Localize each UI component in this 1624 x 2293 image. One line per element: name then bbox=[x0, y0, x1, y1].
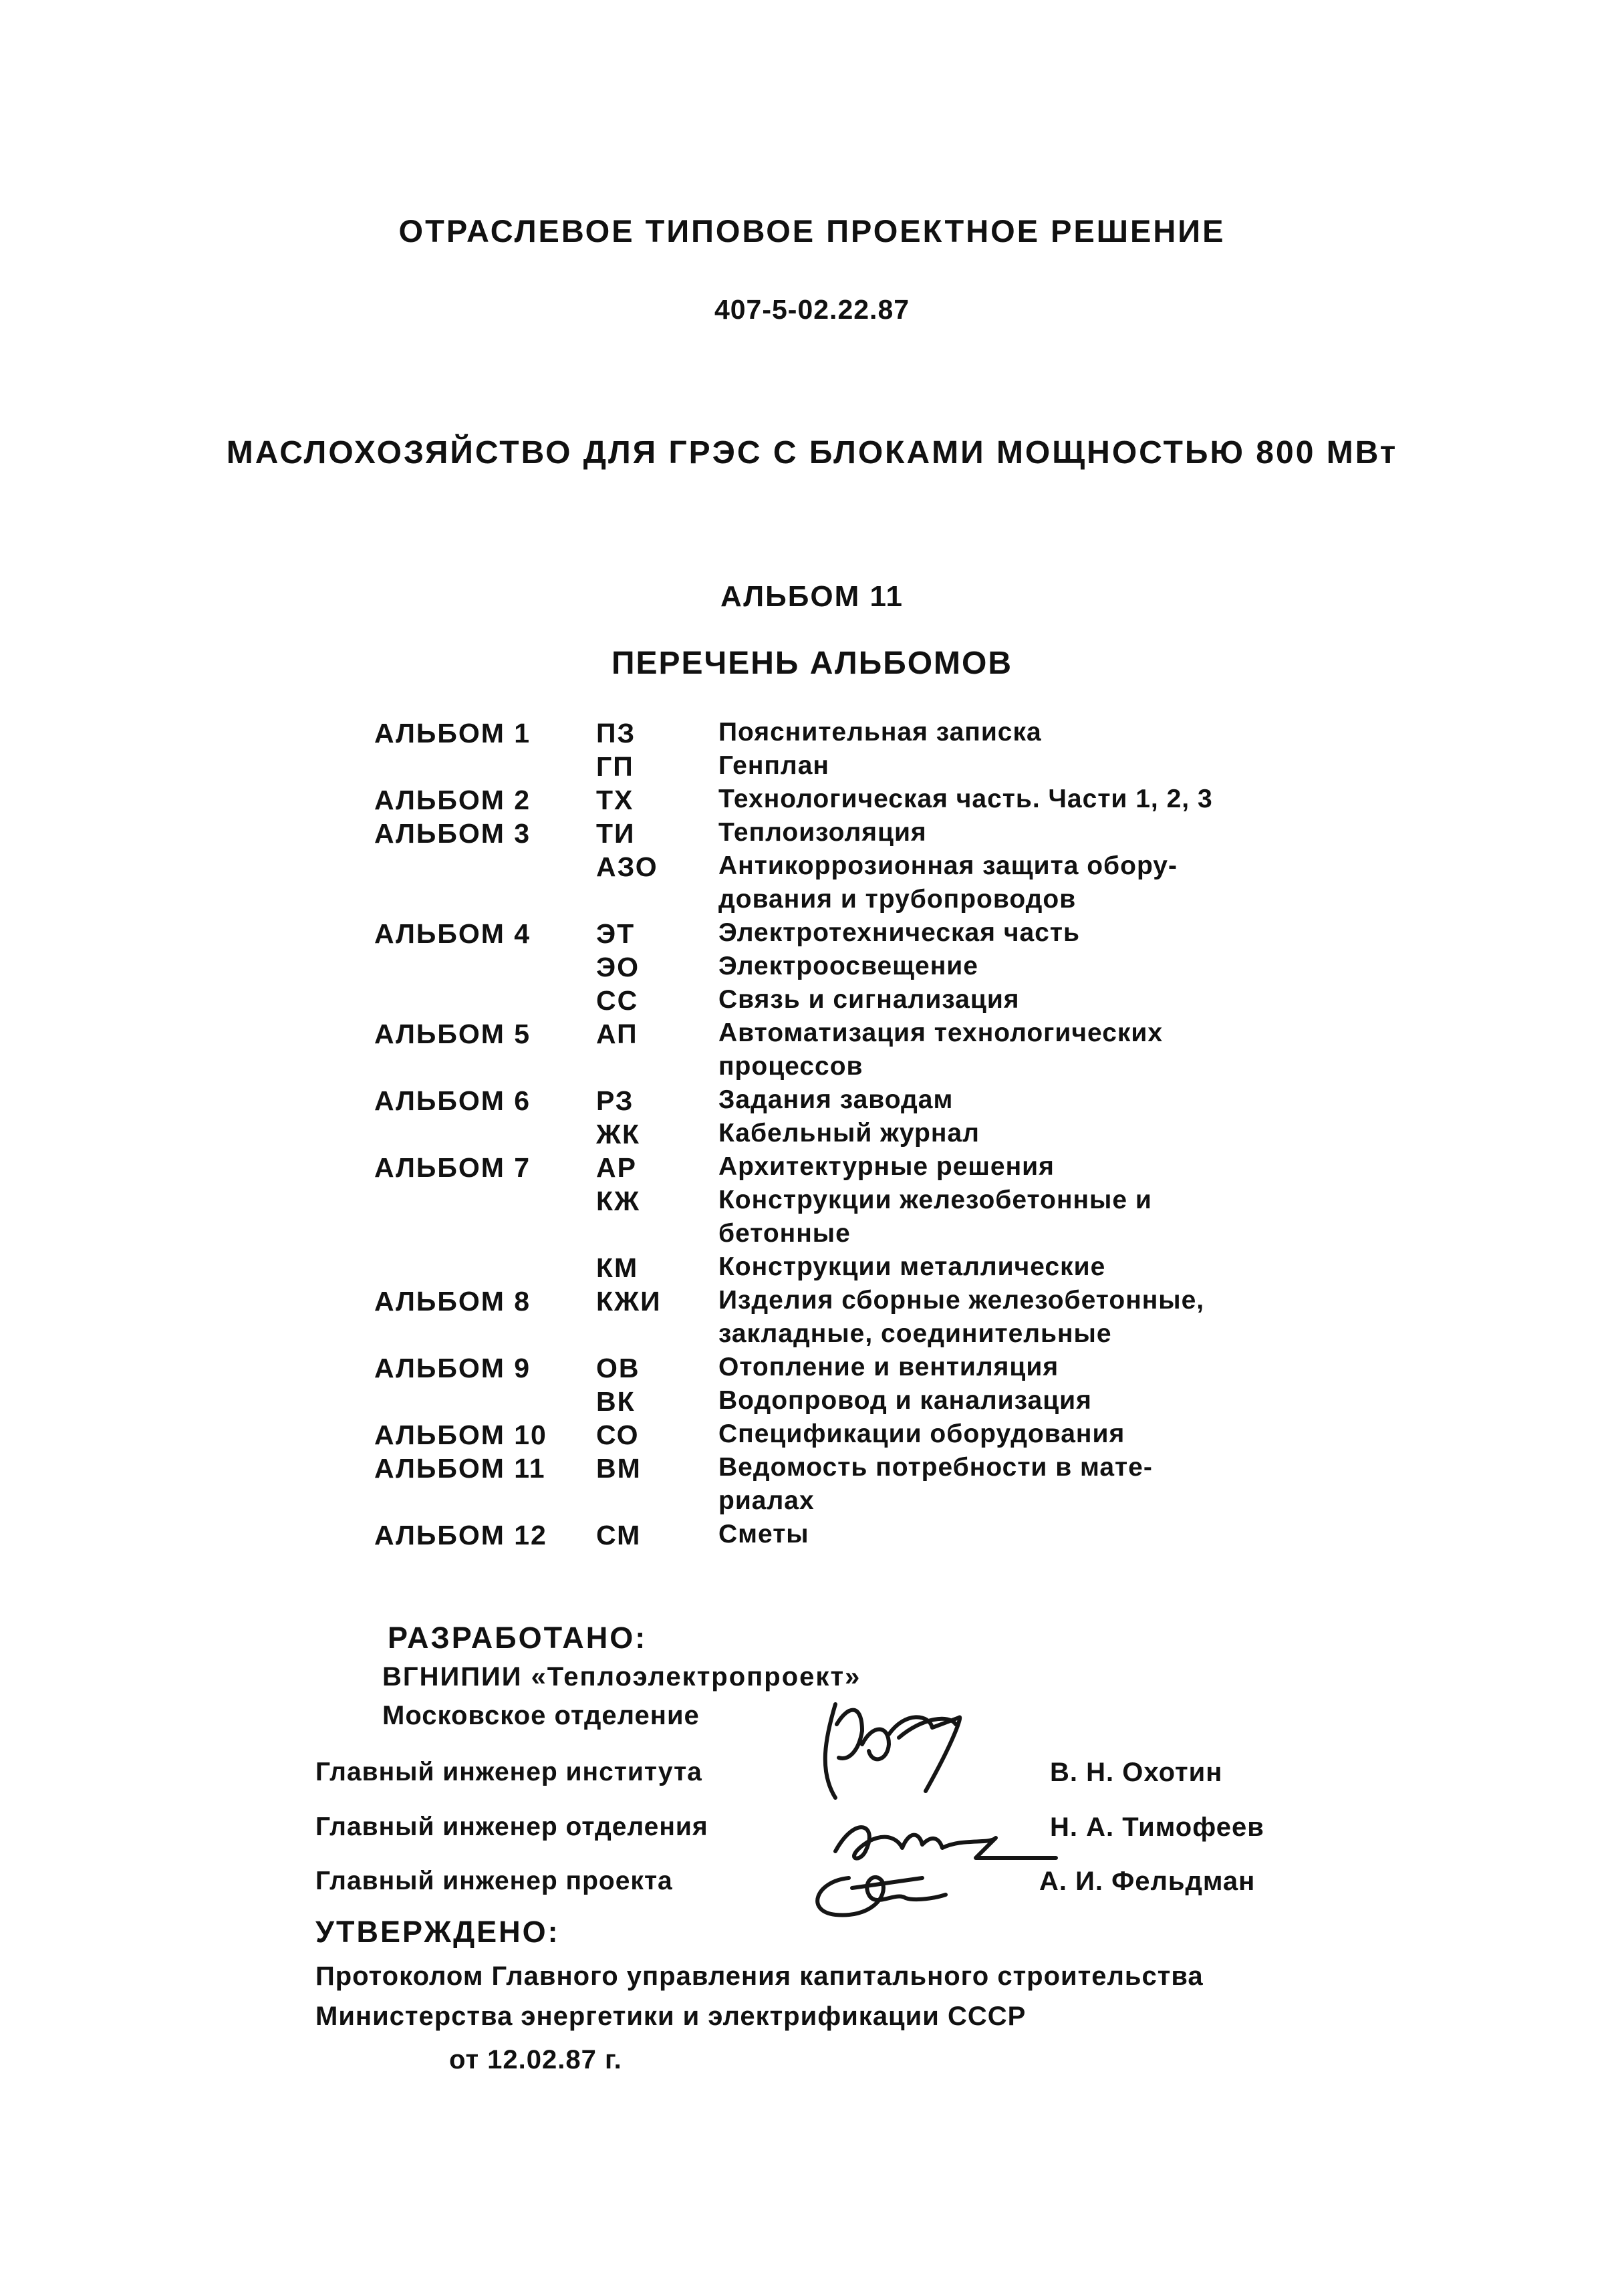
document-subject: МАСЛОХОЗЯЙСТВО ДЛЯ ГРЭС С БЛОКАМИ МОЩНОСТЬЮ 800 МВт bbox=[226, 435, 1398, 470]
signature-feldman bbox=[817, 1877, 946, 1915]
album-section-description: Архитектурные решения bbox=[718, 1152, 1055, 1181]
album-section-description: Ведомость потребности в мате- bbox=[718, 1453, 1153, 1482]
album-label: АЛЬБОМ 9 bbox=[374, 1353, 531, 1383]
album-section-code: ТХ bbox=[596, 785, 634, 815]
album-section-description: Спецификации оборудования bbox=[718, 1420, 1125, 1448]
album-section-code: КЖИ bbox=[596, 1286, 662, 1317]
album-section-description: Антикоррозионная защита обору- bbox=[718, 851, 1178, 880]
album-section-description: Конструкции железобетонные и bbox=[718, 1186, 1152, 1214]
album-list-title: ПЕРЕЧЕНЬ АЛЬБОМОВ bbox=[611, 646, 1013, 681]
signer-name: В. Н. Охотин bbox=[1050, 1758, 1223, 1787]
album-section-code: ТИ bbox=[596, 818, 636, 849]
album-section-description: Генплан bbox=[718, 751, 829, 780]
album-section-code: АР bbox=[596, 1152, 637, 1183]
handwritten-signatures bbox=[789, 1698, 1069, 1918]
album-label: АЛЬБОМ 12 bbox=[374, 1520, 547, 1550]
album-section-description: Электроосвещение bbox=[718, 952, 978, 980]
document-code: 407-5-02.22.87 bbox=[714, 294, 910, 325]
album-section-description: Пояснительная записка bbox=[718, 718, 1042, 747]
album-section-code: ЖК bbox=[596, 1119, 641, 1150]
album-section-description: Технологическая часть. Части 1, 2, 3 bbox=[718, 785, 1213, 813]
album-section-description: Кабельный журнал bbox=[718, 1119, 980, 1148]
album-label: АЛЬБОМ 2 bbox=[374, 785, 531, 815]
album-section-code: РЗ bbox=[596, 1085, 634, 1116]
approved-label: УТВЕРЖДЕНО: bbox=[315, 1915, 560, 1949]
album-label: АЛЬБОМ 4 bbox=[374, 918, 531, 949]
album-section-description: бетонные bbox=[718, 1219, 851, 1248]
album-label: АЛЬБОМ 6 bbox=[374, 1085, 531, 1116]
album-section-code: АЗО bbox=[596, 851, 658, 882]
album-section-code: ОВ bbox=[596, 1353, 640, 1383]
album-label: АЛЬБОМ 7 bbox=[374, 1152, 531, 1183]
album-section-description: Электротехническая часть bbox=[718, 918, 1080, 947]
album-label: АЛЬБОМ 1 bbox=[374, 718, 531, 749]
album-label: АЛЬБОМ 8 bbox=[374, 1286, 531, 1317]
album-section-code: КМ bbox=[596, 1252, 639, 1283]
album-number: АЛЬБОМ 11 bbox=[720, 580, 904, 613]
signer-name: Н. А. Тимофеев bbox=[1050, 1812, 1264, 1842]
album-section-code: КЖ bbox=[596, 1186, 641, 1216]
album-section-description: Отопление и вентиляция bbox=[718, 1353, 1059, 1381]
approval-line-1: Протоколом Главного управления капитального строительства bbox=[315, 1962, 1204, 1991]
album-section-description: дования и трубопроводов bbox=[718, 885, 1077, 914]
album-label: АЛЬБОМ 5 bbox=[374, 1019, 531, 1049]
album-label: АЛЬБОМ 10 bbox=[374, 1420, 547, 1450]
album-label: АЛЬБОМ 11 bbox=[374, 1453, 546, 1484]
album-section-description: Конструкции металлические bbox=[718, 1252, 1106, 1281]
album-section-code: ЭО bbox=[596, 952, 640, 982]
album-section-code: СМ bbox=[596, 1520, 642, 1550]
album-section-description: Автоматизация технологических bbox=[718, 1019, 1164, 1047]
album-section-code: ЭТ bbox=[596, 918, 636, 949]
album-section-code: ГП bbox=[596, 751, 634, 782]
signature-okhotin bbox=[825, 1704, 960, 1798]
album-section-code: ВМ bbox=[596, 1453, 642, 1484]
approval-line-2: Министерства энергетики и электрификации СССР bbox=[315, 2002, 1027, 2031]
signature-timofeev bbox=[835, 1827, 1056, 1858]
album-section-description: Сметы bbox=[718, 1520, 809, 1548]
signature-role: Главный инженер проекта bbox=[315, 1867, 673, 1895]
album-section-description: Теплоизоляция bbox=[718, 818, 927, 847]
document-title: ОТРАСЛЕВОЕ ТИПОВОЕ ПРОЕКТНОЕ РЕШЕНИЕ bbox=[398, 213, 1226, 249]
album-section-code: СО bbox=[596, 1420, 640, 1450]
signer-name: А. И. Фельдман bbox=[1039, 1867, 1256, 1896]
approval-date: от 12.02.87 г. bbox=[449, 2045, 622, 2074]
developer-branch: Московское отделение bbox=[382, 1701, 700, 1730]
developer-organization: ВГНИПИИ «Теплоэлектропроект» bbox=[382, 1662, 861, 1692]
album-section-description: Задания заводам bbox=[718, 1085, 954, 1114]
album-section-description: закладные, соединительные bbox=[718, 1319, 1112, 1348]
album-section-description: Изделия сборные железобетонные, bbox=[718, 1286, 1205, 1315]
signature-role: Главный инженер института bbox=[315, 1758, 702, 1786]
album-section-description: риалах bbox=[718, 1486, 815, 1515]
album-section-description: процессов bbox=[718, 1052, 863, 1081]
album-section-code: ПЗ bbox=[596, 718, 636, 749]
album-section-description: Связь и сигнализация bbox=[718, 985, 1020, 1014]
developed-label: РАЗРАБОТАНО: bbox=[388, 1621, 648, 1655]
album-label: АЛЬБОМ 3 bbox=[374, 818, 531, 849]
album-section-code: ВК bbox=[596, 1386, 636, 1417]
album-section-code: СС bbox=[596, 985, 639, 1016]
album-section-code: АП bbox=[596, 1019, 638, 1049]
signature-role: Главный инженер отделения bbox=[315, 1812, 708, 1841]
album-section-description: Водопровод и канализация bbox=[718, 1386, 1092, 1415]
